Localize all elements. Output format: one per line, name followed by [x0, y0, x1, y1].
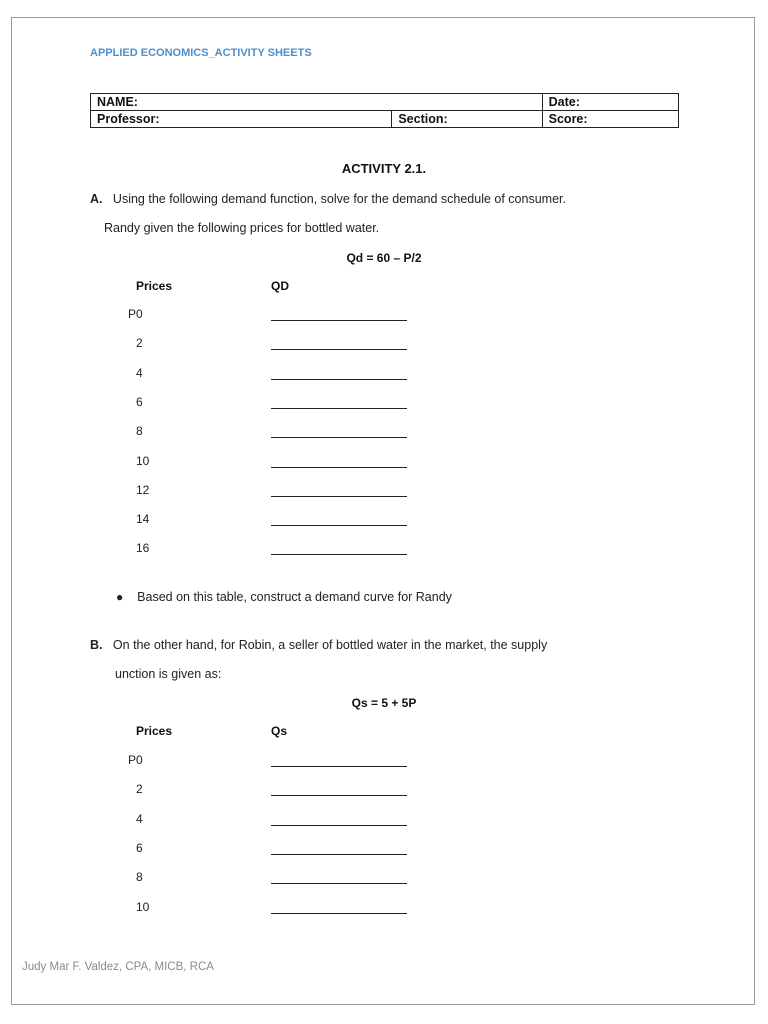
section-cell: Section:	[392, 111, 542, 128]
supply-answer-blank[interactable]	[271, 883, 407, 884]
demand-price: 2	[136, 336, 143, 351]
part-b-line2: unction is given as:	[115, 667, 222, 681]
demand-price: 16	[136, 541, 150, 556]
document-header-title: APPLIED ECONOMICS_ACTIVITY SHEETS	[90, 47, 312, 59]
demand-answer-blank[interactable]	[271, 437, 407, 438]
part-a-letter: A.	[90, 192, 103, 206]
demand-price: 10	[136, 453, 150, 468]
name-cell: NAME:	[91, 94, 543, 111]
supply-answer-blank[interactable]	[271, 795, 407, 796]
demand-price: 6	[136, 394, 143, 409]
part-b-line1	[90, 638, 547, 652]
supply-price: 10	[136, 899, 150, 914]
demand-qd-header: QD	[271, 279, 289, 293]
demand-price: 8	[136, 424, 143, 439]
demand-answer-blank[interactable]	[271, 525, 407, 526]
demand-prices-header: Prices	[136, 279, 173, 293]
supply-answer-blank[interactable]	[271, 913, 407, 914]
demand-answer-blank[interactable]	[271, 349, 407, 350]
demand-price: 12	[136, 482, 150, 497]
supply-price: 6	[136, 840, 143, 855]
supply-price: P0	[128, 753, 143, 767]
demand-answer-blank[interactable]	[271, 320, 407, 321]
demand-bullet-text: Based on this table, construct a demand curve for Randy	[137, 590, 452, 604]
part-a-line1	[90, 192, 566, 206]
professor-cell: Professor:	[91, 111, 392, 128]
footer-author: Judy Mar F. Valdez, CPA, MICB, RCA	[22, 961, 214, 973]
supply-answer-blank[interactable]	[271, 854, 407, 855]
supply-qs-header: Qs	[271, 724, 288, 738]
demand-answer-blank[interactable]	[271, 379, 407, 380]
supply-price: 4	[136, 811, 143, 826]
demand-answer-blank[interactable]	[271, 408, 407, 409]
activity-title: ACTIVITY 2.1.	[341, 161, 427, 176]
student-info-table	[90, 93, 679, 128]
demand-bullet	[116, 590, 452, 604]
score-cell: Score:	[542, 111, 678, 128]
demand-price: 4	[136, 365, 143, 380]
demand-answer-blank[interactable]	[271, 496, 407, 497]
demand-formula: Qd = 60 – P/2	[346, 251, 422, 265]
part-b-text1: On the other hand, for Robin, a seller of bottled water in the market, the supply	[112, 638, 548, 652]
supply-formula: Qs = 5 + 5P	[351, 696, 417, 710]
bullet-icon: ●	[116, 590, 124, 604]
supply-price: 8	[136, 870, 143, 885]
demand-answer-blank[interactable]	[271, 467, 407, 468]
supply-answer-blank[interactable]	[271, 766, 407, 767]
date-cell: Date:	[542, 94, 678, 111]
demand-price: P0	[128, 307, 143, 321]
part-a-text1: Using the following demand function, solve for the demand schedule of consumer.	[112, 192, 566, 206]
supply-prices-header: Prices	[136, 724, 173, 738]
demand-answer-blank[interactable]	[271, 554, 407, 555]
part-a-line2: Randy given the following prices for bottled water.	[104, 221, 380, 235]
demand-price: 14	[136, 512, 150, 527]
supply-price: 2	[136, 782, 143, 797]
supply-answer-blank[interactable]	[271, 825, 407, 826]
part-b-letter: B.	[90, 638, 103, 652]
